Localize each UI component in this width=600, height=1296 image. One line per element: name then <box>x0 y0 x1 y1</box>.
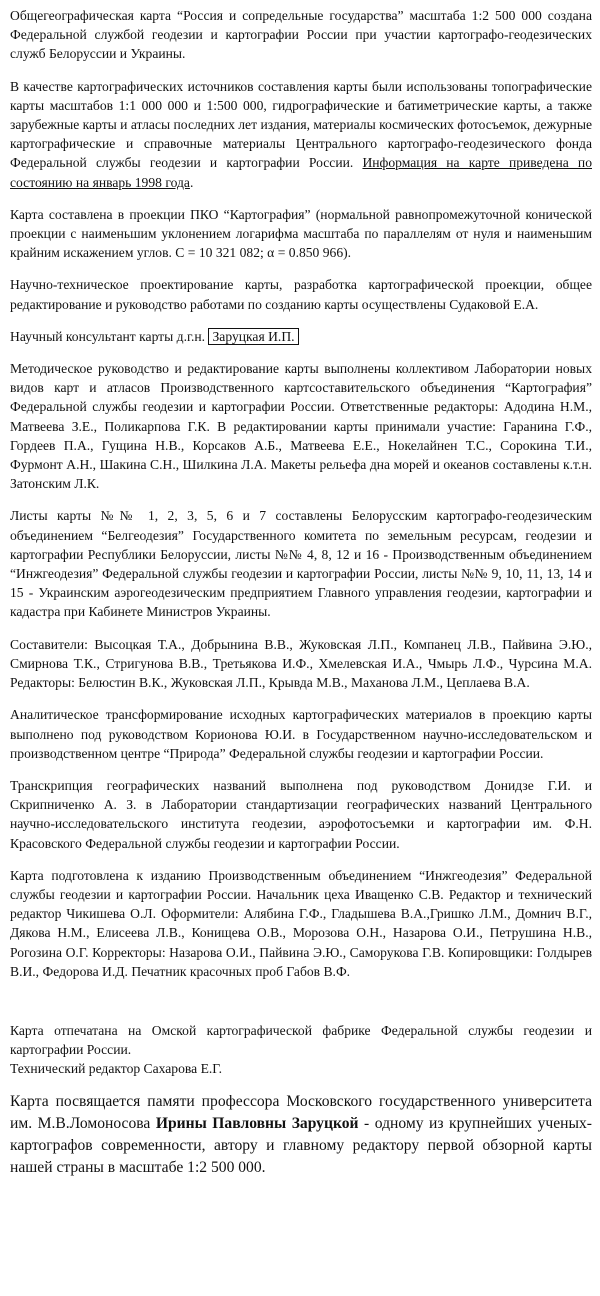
paragraph-tech-editor: Технический редактор Сахарова Е.Г. <box>10 1061 223 1077</box>
dedication-tail: - одному из крупнейших ученых-картографов современности, автору и главному редактору первой обзорной карты нашей страны в масштабе 1:2 500 000. <box>10 1114 592 1176</box>
paragraph-consultant <box>10 327 592 346</box>
sources-end: . <box>189 174 194 190</box>
paragraph-projection: Карта составлена в проекции ПКО “Картография” (нормальной равнопромежуточной конической проекции с наименьшим уклонением логарифма масштаба по параллелям от нуля и наименьшим крайним искажением углов. C = 10 321 082; α = 0.850 966). <box>10 206 592 261</box>
paragraph-sources <box>10 77 592 192</box>
dedication-name: Ирины Павловны Заруцкой <box>155 1114 359 1132</box>
paragraph-sheets: Листы карты №№ 1, 2, 3, 5, 6 и 7 составлены Белорусским картографо-геодезическим объединением “Белгеодезия” Государственного комитета по земельным ресурсам, геодезии и картографии Республики Белоруссии, листы №№ 4, 8, 12 и 16 - Производственным объединением “Инжгеодезия” Федеральной службы геодезии и картографии России, листы №№ 9, 10, 11, 13, 14 и 15 - Украинским аэрогеодезическим предприятием Главного управления геодезии, картографии и кадастра при Кабинете Министров Украины. <box>10 508 592 620</box>
sources-text: В качестве картографических источников составления карты были использованы топографические карты масштабов 1:1 000 000 и 1:500 000, гидрографические и батиметрические карты, а также зарубежные карты и атласы последних лет издания, материалы космических фотосъемок, дежурные картографические и справочные материалы Центрального картографо-геодезического фонда Федеральной службы геодезии и картографии России. <box>10 78 592 171</box>
consultant-name-box: Заруцкая И.П. <box>208 328 298 345</box>
info-date-note: Информация на карте приведена по состоянию на январь 1998 года <box>10 155 592 190</box>
paragraph-map-overview: Общегеографическая карта “Россия и сопредельные государства” масштаба 1:2 500 000 создана Федеральной службой геодезии и картографии России при участии картографо-геодезических служб Белоруссии и Украины. <box>10 8 592 62</box>
paragraph-editing: Методическое руководство и редактирование карты выполнены коллективом Лаборатории новых видов карт и атласов Производственного картсоставительского объединения “Картография” Федеральной службы геодезии и картографии России. Ответственные редакторы: Адодина Н.М., Матвеева З.Е., Поликарпова Г.К. В редактировании карты принимали участие: Гаранина Г.Ф., Гордеев П.А., Гущина Н.В., Корсаков А.Б., Матвеева Е.Е., Нокелайнен Т.С., Сорокина Т.И., Фурмонт А.Н., Шакина С.Н., Шилкина Л.А. Макеты рельефа дна морей и океанов составлены к.т.н. Затонским Л.К. <box>10 361 592 492</box>
paragraph-compilers: Составители: Высоцкая Т.А., Добрынина В.В., Жуковская Л.П., Компанец Л.В., Пайвина Э.Ю., Смирнова Т.К., Стригунова В.В., Третьякова И.Ф., Хмелевская И.А., Чмырь Л.Ф., Чурсина М.А. Редакторы: Белюстин В.К., Жуковская Л.П., Крывда М.В., Маханова Л.М., Цеплаева В.А. <box>10 636 592 691</box>
paragraph-preparation: Карта подготовлена к изданию Производственным объединением “Инжгеодезия” Федеральной службы геодезии и картографии России. Начальник цеха Иващенко С.В. Редактор и технический редактор Чикишева О.Л. Оформители: Алябина Г.Ф., Гладышева В.А.,Гришко Л.М., Домнич В.Г., Дякова Н.М., Елисеева Л.В., Конищева О.В., Морозова О.Н., Назарова О.И., Петрушина Н.В., Рогозина О.Г. Корректоры: Назарова О.И., Пайвина Э.Ю., Саморукова Г.В. Копировщики: Голдырев В.И., Федорова И.Д. Печатник красочных проб Габов В.Ф. <box>10 867 592 979</box>
consultant-label: Научный консультант карты д.г.н. <box>10 328 209 344</box>
paragraph-transformation: Аналитическое трансформирование исходных картографических материалов в проекцию карты выполнено под руководством Корионова Ю.И. в Государственном научно-исследовательском и производственном центре “Природа” Федеральной службы геодезии и картографии России. <box>10 707 592 761</box>
paragraph-design: Научно-техническое проектирование карты, разработка картографической проекции, общее редактирование и руководство работами по созданию карты осуществлены Судаковой Е.А. <box>10 277 592 312</box>
paragraph-printing: Карта отпечатана на Омской картографической фабрике Федеральной службы геодезии и картографии России. <box>10 1022 592 1058</box>
dedication-lead: Карта посвящается памяти профессора Московского государственного университета им. М.В.Ломоносова <box>10 1092 592 1132</box>
dedication <box>10 1091 592 1179</box>
paragraph-transcription: Транскрипция географических названий выполнена под руководством Донидзе Г.И. и Скрипниченко А. З. в Лаборатории стандартизации географических названий Центрального научно-исследовательского института геодезии, аэрофотосъемки и картографии им. Ф.Н. Красовского Федеральной службы геодезии и картографии России. <box>10 777 592 851</box>
